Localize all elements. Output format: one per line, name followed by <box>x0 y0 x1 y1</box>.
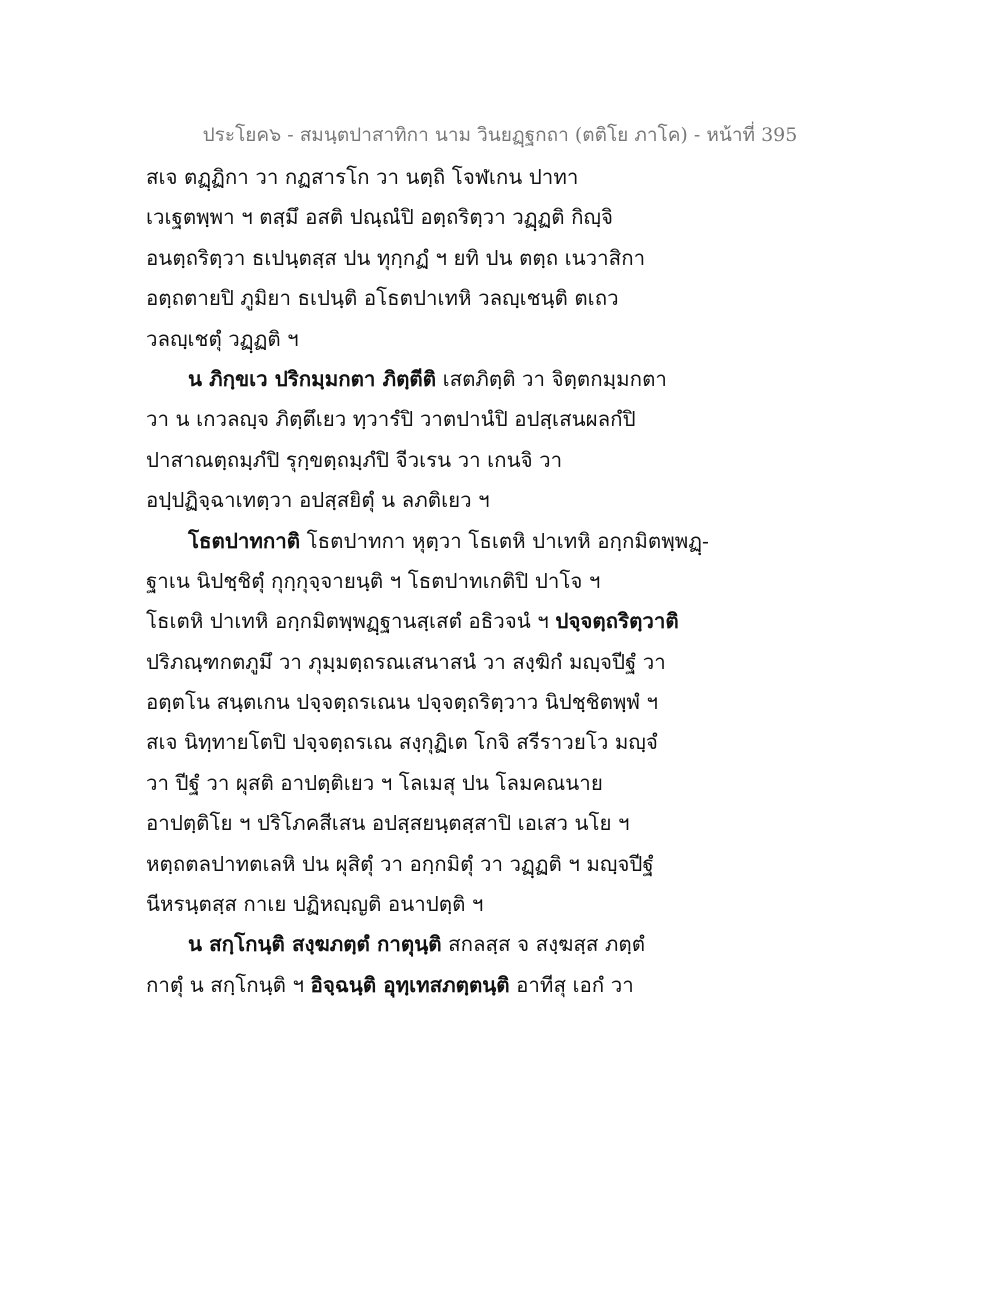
text-segment: เวเฐตพฺพา ฯ ตสฺมึ อสติ ปณฺณํปิ อตฺถริตฺวา วฏฺฏติ กิญฺจิ <box>146 205 613 230</box>
text-line <box>146 238 706 278</box>
text-line <box>146 642 706 682</box>
text-line <box>146 319 706 359</box>
bold-term: โธตปาทกาติ <box>188 528 301 553</box>
bold-term: ปจฺจตฺถริตฺวาติ <box>555 609 679 634</box>
text-line <box>146 601 706 641</box>
text-line <box>146 803 706 843</box>
text-line <box>146 924 706 964</box>
text-line <box>146 763 706 803</box>
text-line <box>146 399 706 439</box>
text-segment: อตฺตโน สนฺตเกน ปจฺจตฺถรเณน ปจฺจตฺถริตฺวาว นิปชฺชิตพฺพํ ฯ <box>146 690 658 715</box>
text-segment: อปฺปฏิจฺฉาเทตฺวา อปสฺสยิตุํ น ลภติเยว ฯ <box>146 488 490 513</box>
text-segment: ฐาเน นิปชฺชิตุํ กุกฺกุจฺจายนฺติ ฯ โธตปาทเกติปิ ปาโจ ฯ <box>146 568 601 593</box>
text-segment: ปริภณฺฑกตภูมึ วา ภุมฺมตฺถรณเสนาสนํ วา สงฺฆิกํ มญฺจปีฐํ วา <box>146 649 666 674</box>
text-line <box>146 561 706 601</box>
body-text <box>146 157 709 1005</box>
text-segment: สเจ นิทฺทายโตปิ ปจฺจตฺถรเณ สงฺกุฏิเต โกจิ สรีราวยโว มญฺจํ <box>146 730 658 755</box>
text-segment: นีหรนฺตสฺส กาเย ปฏิหญฺญติ อนาปตฺติ ฯ <box>146 892 484 917</box>
bold-term: น ภิกฺขเว ปริกมฺมกตา ภิตฺตีติ <box>188 366 437 391</box>
text-segment: อนตฺถริตฺวา ธเปนฺตสฺส ปน ทุกฺกฏํ ฯ ยทิ ปน ตตฺถ เนวาสิกา <box>146 245 646 270</box>
text-line <box>146 278 706 318</box>
text-segment: วา ปีฐํ วา ผุสติ อาปตฺติเยว ฯ โลเมสุ ปน โลมคณนาย <box>146 770 603 795</box>
text-line <box>146 884 706 924</box>
text-segment: อาปตฺติโย ฯ ปริโภคสีเสน อปสฺสยนฺตสฺสาปิ เอเสว นโย ฯ <box>146 811 630 836</box>
text-segment: สเจ ตฏฺฏิกา วา กฏสารโก วา นตฺถิ โจฬเกน ปาทา <box>146 165 579 189</box>
text-line <box>146 440 706 480</box>
bold-term: น สกฺโกนฺติ สงฺฆภตฺตํ กาตุนฺติ <box>188 932 442 957</box>
text-segment: สกลสฺส จ สงฺฆสฺส ภตฺตํ <box>441 932 646 957</box>
page-header: ประโยค๖ - สมนฺตปาสาทิกา นาม วินยฏฺฐกถา (ตติโย ภาโค) - หน้าที่ 395 <box>202 124 798 146</box>
text-line <box>146 480 706 520</box>
text-segment: โธเตหิ ปาเทหิ อกฺกมิตพฺพฏฺฐานสฺเสตํ อธิวจนํ ฯ <box>146 609 556 634</box>
text-line <box>146 844 706 884</box>
text-segment: วา น เกวลญฺจ ภิตฺตึเยว ทฺวารํปิ วาตปานํปิ อปสฺเสนผลกํปิ <box>146 407 636 432</box>
text-segment: วลญฺเชตุํ วฏฺฏติ ฯ <box>146 326 299 351</box>
text-segment: ปาสาณตฺถมฺภํปิ รุกฺขตฺถมฺภํปิ จีวเรน วา เกนจิ วา <box>146 447 563 472</box>
text-segment: กาตุํ น สกฺโกนฺติ ฯ <box>146 972 311 997</box>
text-line <box>146 359 706 399</box>
text-segment: อาทีสุ เอกํ วา <box>509 972 634 997</box>
bold-term: อิจฺฉนฺติ อุทฺเทสภตฺตนฺติ <box>310 972 510 997</box>
text-line <box>146 722 706 762</box>
text-line <box>146 197 706 237</box>
text-line <box>146 965 706 1005</box>
text-segment: อตฺถตายปิ ภูมิยา ธเปนฺติ อโธตปาเทหิ วลญฺเชนฺติ ตเถว <box>146 286 619 311</box>
text-line <box>146 521 709 561</box>
text-segment: เสตภิตฺติ วา จิตฺตกมฺมกตา <box>436 366 667 391</box>
text-segment: โธตปาทกา หุตฺวา โธเตหิ ปาเทหิ อกฺกมิตพฺพฏฺ- <box>300 528 709 553</box>
text-line <box>146 682 706 722</box>
text-line <box>146 157 706 197</box>
text-segment: หตฺถตลปาทตเลหิ ปน ผุสิตุํ วา อกฺกมิตุํ วา วฏฺฏติ ฯ มญฺจปีฐํ <box>146 851 654 876</box>
